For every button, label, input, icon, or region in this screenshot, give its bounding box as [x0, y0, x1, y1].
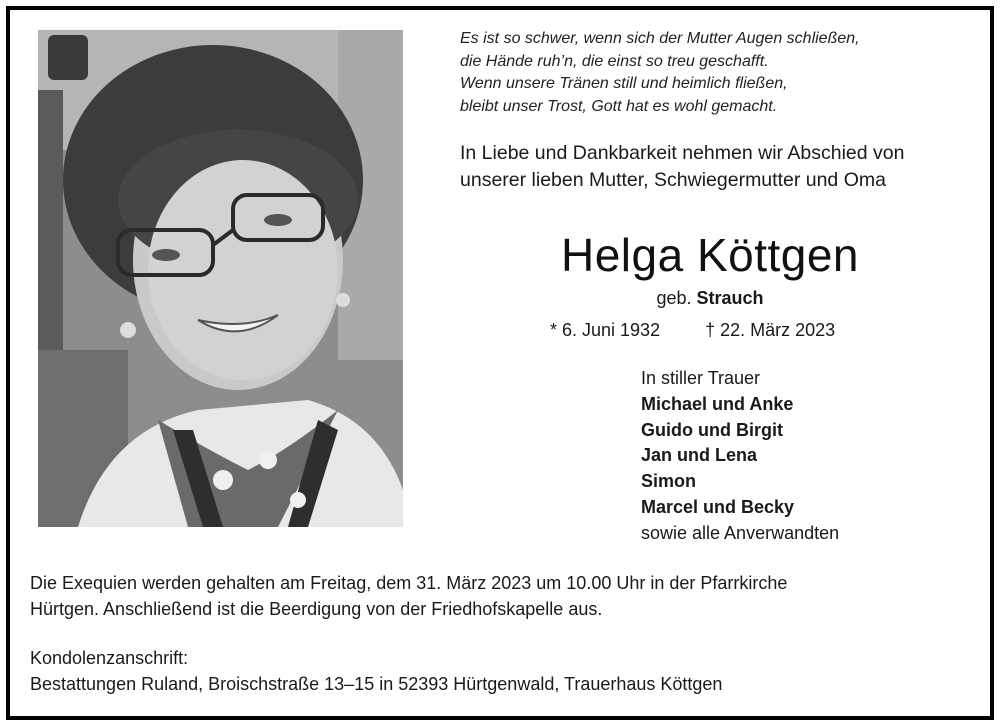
- mourners-list: [641, 366, 839, 547]
- poem-line: die Hände ruh’n, die einst so treu geschafft.: [460, 52, 769, 70]
- life-dates: [550, 320, 835, 341]
- deceased-name: Helga Köttgen: [560, 229, 860, 281]
- condolence-address-text: Bestattungen Ruland, Broischstraße 13–15 in 52393 Hürtgenwald, Trauerhaus Köttgen: [30, 674, 723, 694]
- service-line: Die Exequien werden gehalten am Freitag, dem 31. März 2023 um 10.00 Uhr in der Pfarrkirche: [30, 573, 788, 593]
- mourner-name: Jan und Lena: [641, 445, 758, 466]
- birth-date: * 6. Juni 1932: [550, 320, 661, 340]
- mourners-heading: In stiller Trauer: [641, 368, 761, 388]
- poem-line: bleibt unser Trost, Gott hat es wohl gemacht.: [460, 97, 778, 115]
- portrait-image: [38, 30, 403, 527]
- portrait-photo: [38, 30, 403, 527]
- service-line: Hürtgen. Anschließend ist die Beerdigung von der Friedhofskapelle aus.: [30, 599, 603, 619]
- mourner-name: Guido und Birgit: [641, 419, 783, 440]
- maiden-prefix: geb.: [656, 288, 692, 308]
- poem-line: Es ist so schwer, wenn sich der Mutter Augen schließen,: [460, 30, 860, 47]
- mourner-name: Simon: [641, 471, 697, 492]
- intro-line: In Liebe und Dankbarkeit nehmen wir Abschied von: [460, 142, 905, 164]
- mourners-closing: sowie alle Anverwandten: [641, 522, 840, 543]
- condolence-label: Kondolenzanschrift:: [30, 648, 189, 668]
- intro-line: unserer lieben Mutter, Schwiegermutter und Oma: [460, 169, 886, 191]
- memorial-poem: [460, 28, 960, 118]
- poem-line: Wenn unsere Tränen still und heimlich fließen,: [460, 75, 788, 92]
- maiden-name: Strauch: [696, 288, 764, 308]
- mourner-name: Michael und Anke: [641, 393, 794, 414]
- farewell-intro: [460, 140, 960, 194]
- condolence-address: [30, 645, 960, 697]
- maiden-name-line: [460, 288, 960, 309]
- death-date: † 22. März 2023: [705, 320, 836, 340]
- mourner-name: Marcel und Becky: [641, 496, 795, 517]
- funeral-service-info: [30, 570, 960, 622]
